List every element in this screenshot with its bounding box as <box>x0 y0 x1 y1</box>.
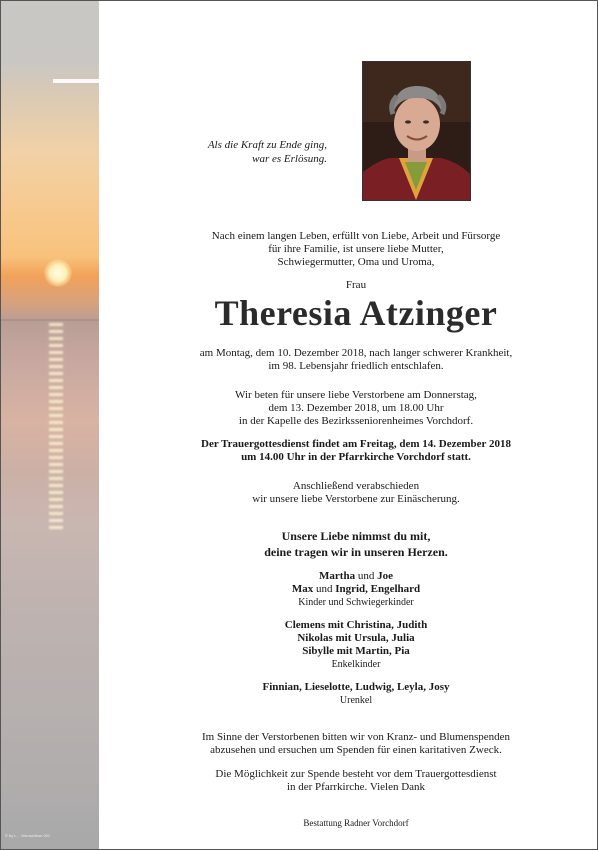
service-line: Der Trauergottesdienst findet am Freitag, dem 14. Dezember 2018 <box>201 438 511 450</box>
donation-line: Im Sinne der Verstorbenen bitten wir von Kranz- und Blumenspenden <box>201 731 511 743</box>
deceased-name: Theresia Atzinger <box>214 293 498 333</box>
conjunction: und <box>315 583 333 595</box>
child-name: Joe <box>377 570 393 582</box>
death-line: am Montag, dem 10. Dezember 2018, nach langer schwerer Krankheit, <box>199 347 513 359</box>
portrait-illustration <box>363 62 470 200</box>
quote-line: Als die Kraft zu Ende ging, <box>207 139 327 151</box>
children-section <box>151 570 561 609</box>
great-grandchildren-caption: Urenkel <box>339 695 373 706</box>
portrait-photo <box>362 61 471 201</box>
quote <box>151 138 327 166</box>
quote-line: war es Erlösung. <box>252 153 327 165</box>
donation-info-line: in der Pfarrkirche. Vielen Dank <box>286 781 426 793</box>
great-grandchildren-line: Finnian, Lieselotte, Ludwig, Leyla, Josy <box>262 681 450 693</box>
child-name: Max <box>291 583 314 595</box>
side-image-highlight <box>53 79 99 83</box>
intro-text <box>151 230 561 269</box>
service-line: um 14.00 Uhr in der Pfarrkirche Vorchdorf statt. <box>241 451 471 463</box>
farewell-line: wir unsere liebe Verstorbene zur Einäscherung. <box>252 493 460 505</box>
prayer-line: Wir beten für unsere liebe Verstorbene am Donnerstag, <box>235 389 477 401</box>
motto-line: Unsere Liebe nimmst du mit, <box>281 529 431 543</box>
intro-line: für ihre Familie, ist unsere liebe Mutter, <box>268 243 444 255</box>
prayer-info <box>151 389 561 428</box>
prayer-line: dem 13. Dezember 2018, um 18.00 Uhr <box>268 402 444 414</box>
farewell-text <box>151 480 561 506</box>
children-caption: Kinder und Schwiegerkinder <box>298 597 414 608</box>
conjunction: und <box>357 570 375 582</box>
death-line: im 98. Lebensjahr friedlich entschlafen. <box>268 360 444 372</box>
farewell-line: Anschließend verabschieden <box>292 480 420 492</box>
donation-info-line: Die Möglichkeit zur Spende besteht vor dem Trauergottesdienst <box>215 768 497 780</box>
prayer-line: in der Kapelle des Bezirksseniorenheimes Vorchdorf. <box>238 415 474 427</box>
death-notice <box>151 347 561 373</box>
funeral-service <box>151 438 561 464</box>
children-line <box>151 583 561 596</box>
children-line <box>151 570 561 583</box>
image-copyright: © by L. - Wunschbon 001 <box>5 833 51 838</box>
child-name: Ingrid, Engelhard <box>335 583 421 595</box>
sun-reflection <box>49 323 63 533</box>
grandchildren-line: Nikolas mit Ursula, Julia <box>297 632 415 644</box>
motto <box>151 528 561 560</box>
grandchildren-section <box>151 619 561 671</box>
horizon <box>1 319 99 321</box>
salutation: Frau <box>345 279 367 291</box>
grandchildren-line: Sibylle mit Martin, Pia <box>302 645 410 657</box>
grandchildren-caption: Enkelkinder <box>331 659 381 670</box>
donation-info <box>151 768 561 794</box>
undertaker: Bestattung Radner Vorchdorf <box>303 818 409 828</box>
intro-line: Nach einem langen Leben, erfüllt von Liebe, Arbeit und Fürsorge <box>211 230 501 242</box>
child-name: Martha <box>319 570 356 582</box>
donation-request <box>151 731 561 757</box>
grandchildren-line: Clemens mit Christina, Judith <box>284 619 428 631</box>
sun <box>44 259 72 287</box>
motto-line: deine tragen wir in unseren Herzen. <box>264 545 448 559</box>
sunset-side-image <box>1 1 99 849</box>
great-grandchildren-section <box>151 681 561 707</box>
intro-line: Schwiegermutter, Oma und Uroma, <box>277 256 435 268</box>
donation-line: abzusehen und ersuchen um Spenden für einen karitativen Zweck. <box>210 744 502 756</box>
